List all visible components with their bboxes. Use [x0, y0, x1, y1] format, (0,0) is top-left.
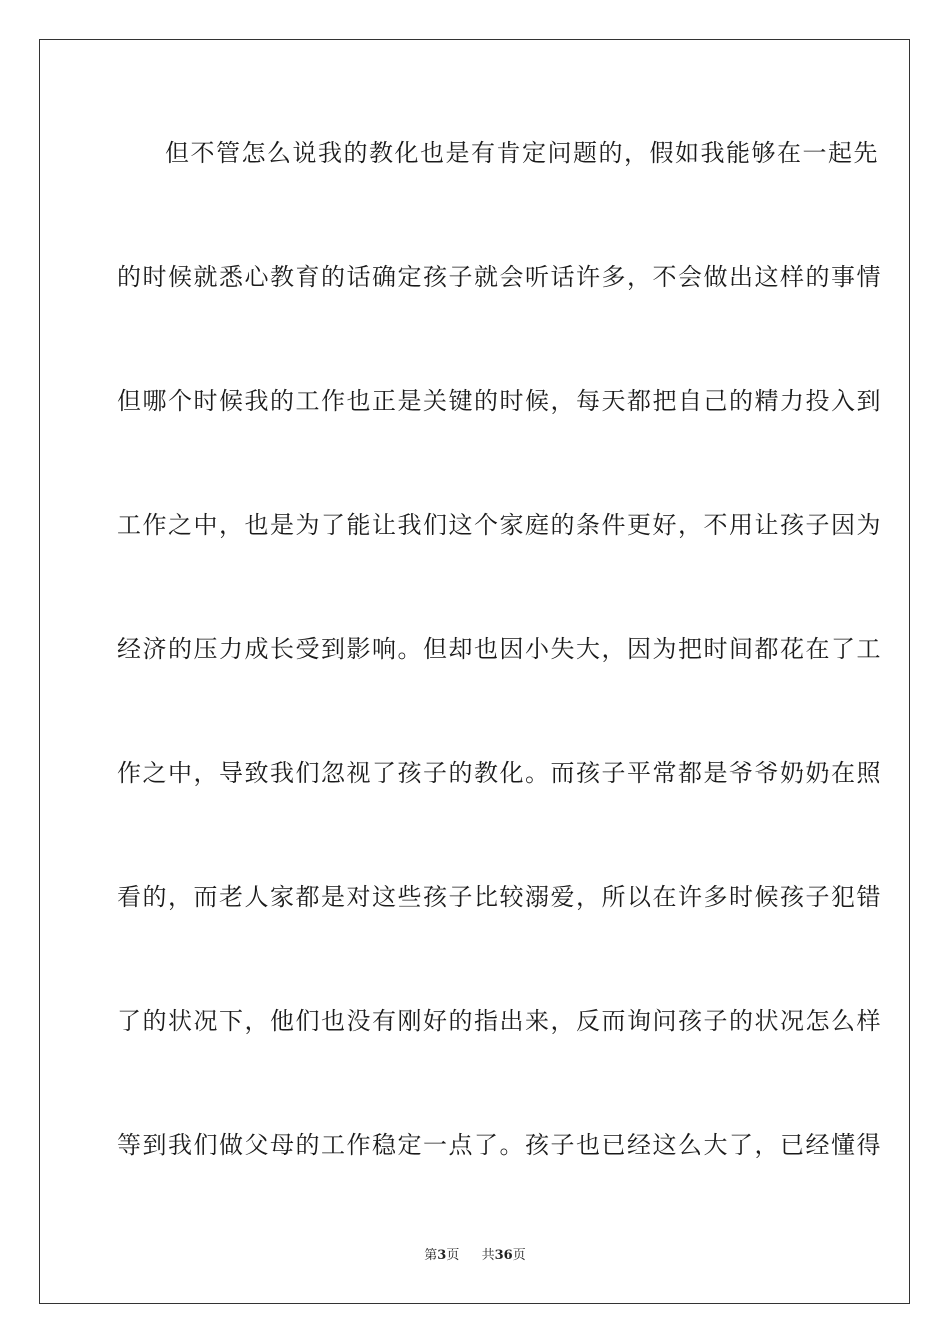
paragraph-line: 等到我们做父母的工作稳定一点了。孩子也已经这么大了，已经懂得 — [117, 1131, 882, 1159]
paragraph-line: 了的状况下，他们也没有刚好的指出来，反而询问孩子的状况怎么样 — [117, 1007, 882, 1035]
total-page-number: 36 — [494, 1248, 513, 1263]
total-pages-indicator — [482, 1248, 526, 1263]
page-footer — [0, 1247, 950, 1265]
page-indicator — [424, 1248, 463, 1263]
document-body — [117, 128, 882, 1170]
paragraph-line: 看的，而老人家都是对这些孩子比较溺爱，所以在许多时候孩子犯错 — [117, 883, 882, 911]
paragraph-line: 但哪个时候我的工作也正是关键的时候，每天都把自己的精力投入到 — [117, 387, 882, 415]
total-suffix: 页 — [512, 1248, 526, 1263]
paragraph-line: 经济的压力成长受到影响。但却也因小失大，因为把时间都花在了工 — [117, 635, 882, 663]
paragraph-line: 的时候就悉心教育的话确定孩子就会听话许多，不会做出这样的事情 — [117, 263, 882, 291]
page-suffix: 页 — [446, 1248, 460, 1263]
paragraph-line: 但不管怎么说我的教化也是有肯定问题的，假如我能够在一起先 — [165, 139, 879, 167]
total-prefix: 共 — [481, 1248, 495, 1263]
current-page-number: 3 — [437, 1248, 447, 1263]
paragraph-line: 作之中，导致我们忽视了孩子的教化。而孩子平常都是爷爷奶奶在照 — [117, 759, 882, 787]
page-prefix: 第 — [424, 1248, 438, 1263]
paragraph-line: 工作之中，也是为了能让我们这个家庭的条件更好，不用让孩子因为 — [117, 511, 882, 539]
